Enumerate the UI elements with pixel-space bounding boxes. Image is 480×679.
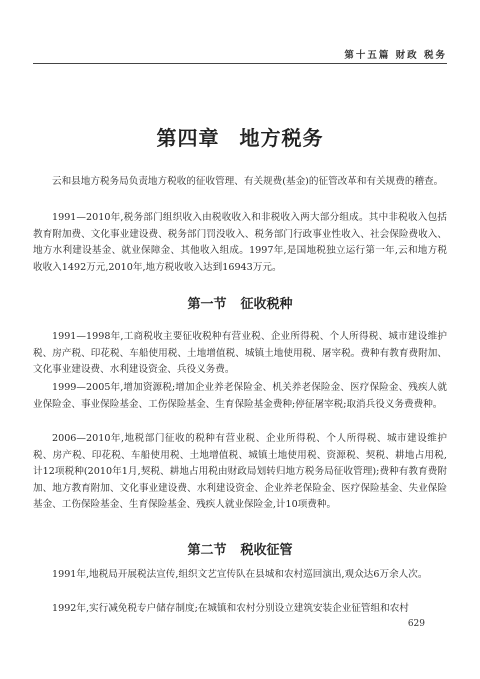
section-2-paragraph-1: 1991年,地税局开展税法宣传,组织文艺宣传队在县城和农村巡回演出,观众达6万余人次。 (52, 569, 428, 580)
section-1-name: 征收税种 (240, 297, 293, 312)
intro-paragraph-2: 1991—2010年,税务部门组织收入由税收收入和非税收入两大部分组成。其中非税收入包括教育附加费、文化事业建设费、税务部门罚没收入、税务部门行政事业性收入、社会保险费收入、地方水利建设基金、就业保障金、其他收入组成。1997年,是国地税独立运行第一年,云和地方税收收入1492万元,2010年,地方税收收入达到16943万元。 (33, 212, 447, 273)
section-2-paragraph-2: 1992年,实行减免税专户储存制度;在城镇和农村分别设立建筑安装企业征管组和农村 (52, 603, 409, 614)
chapter-name: 地方税务 (239, 126, 324, 150)
chapter-title (0, 122, 480, 151)
header-rule (33, 63, 447, 64)
chapter-number: 第四章 (156, 126, 220, 150)
section-1-paragraph-1: 1991—1998年,工商税收主要征收税种有营业税、企业所得税、个人所得税、城市建设维护税、房产税、印花税、车船使用税、土地增值税、城镇土地使用税、屠宰税。费种有教育费附加、文化事业建设费、水利建设资金、兵役义务费。 (33, 331, 447, 375)
section-1-title (0, 293, 480, 312)
section-2-name: 税收征管 (240, 543, 293, 558)
section-2-title (0, 539, 480, 558)
section-1-paragraph-3: 2006—2010年,地税部门征收的税种有营业税、企业所得税、个人所得税、城市建设维护税、房产税、印花税、车船使用税、土地增值税、城镇土地使用税、资源税、契税、耕地占用税,计12项税种(2010年1月,契税、耕地占用税由财政局划转归地方税务局征收管理);费种有教育费附加、地方教育附加、文化事业建设费、水利建设资金、企业养老保险金、医疗保险基金、失业保险基金、工伤保险基金、生育保险基金、残疾人就业保险金,计10项费种。 (33, 433, 447, 510)
running-header (33, 46, 447, 64)
section-1-paragraph-2: 1999—2005年,增加资源税;增加企业养老保险金、机关养老保险金、医疗保险金、残疾人就业保险金、事业保险基金、工伤保险基金、生育保险基金费种;停征屠宰税;取消兵役义务费费种。 (33, 382, 447, 410)
running-header-title: 第十五篇 财政 税务 (344, 50, 447, 61)
page-number: 629 (407, 619, 425, 629)
intro-paragraph-1: 云和县地方税务局负责地方税收的征收管理、有关规费(基金)的征管改革和有关规费的稽查。 (52, 176, 444, 187)
section-2-number: 第二节 (187, 543, 227, 558)
section-1-number: 第一节 (187, 297, 227, 312)
